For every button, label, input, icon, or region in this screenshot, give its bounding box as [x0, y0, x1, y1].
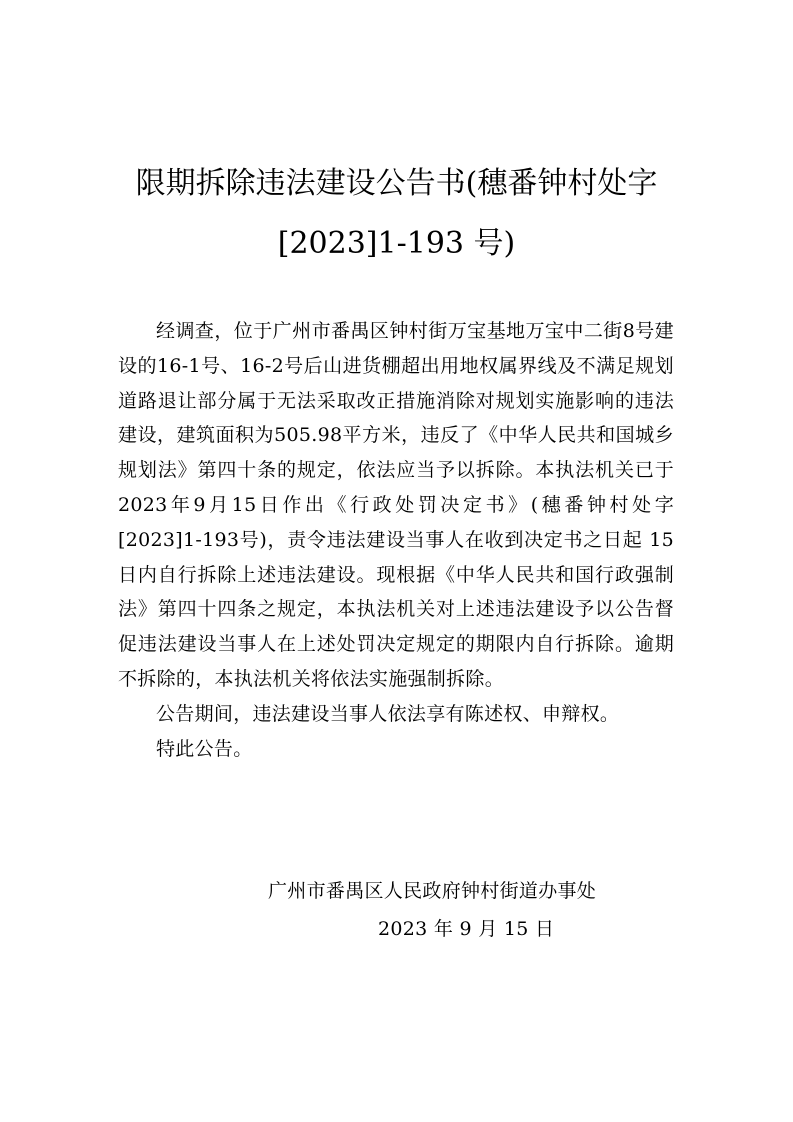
body-paragraph-main: 经调查，位于广州市番禺区钟村街万宝基地万宝中二街8号建设的16-1号、16-2号后山进货棚超出用地权属界线及不满足规划道路退让部分属于无法采取改正措施消除对规划实施影响的违法建设，建筑面积为505.98平方米，违反了《中华人民共和国城乡规划法》第四十条的规定，依法应当予以拆除。本执法机关已于2023年9月15日作出《行政处罚决定书》(穗番钟村处字[2023]1-193号)，责令违法建设当事人在收到决定书之日起 15日内自行拆除上述违法建设。现根据《中华人民共和国行政强制法》第四十四条之规定，本执法机关对上述违法建设予以公告督促违法建设当事人在上述处罚决定规定的期限内自行拆除。逾期不拆除的，本执法机关将依法实施强制拆除。 [118, 320, 674, 690]
document-body [118, 314, 674, 766]
issue-date: 2023 年 9 月 15 日 [378, 918, 555, 940]
issuer-name: 广州市番禺区人民政府钟村街道办事处 [268, 880, 597, 902]
document-title-line-2: [2023]1-193 号) [277, 226, 516, 261]
body-paragraph-rights: 公告期间，违法建设当事人依法享有陈述权、申辩权。 [156, 702, 620, 725]
document-title-line-1: 限期拆除违法建设公告书(穗番钟村处字 [135, 166, 658, 201]
body-paragraph-closing: 特此公告。 [156, 737, 253, 760]
